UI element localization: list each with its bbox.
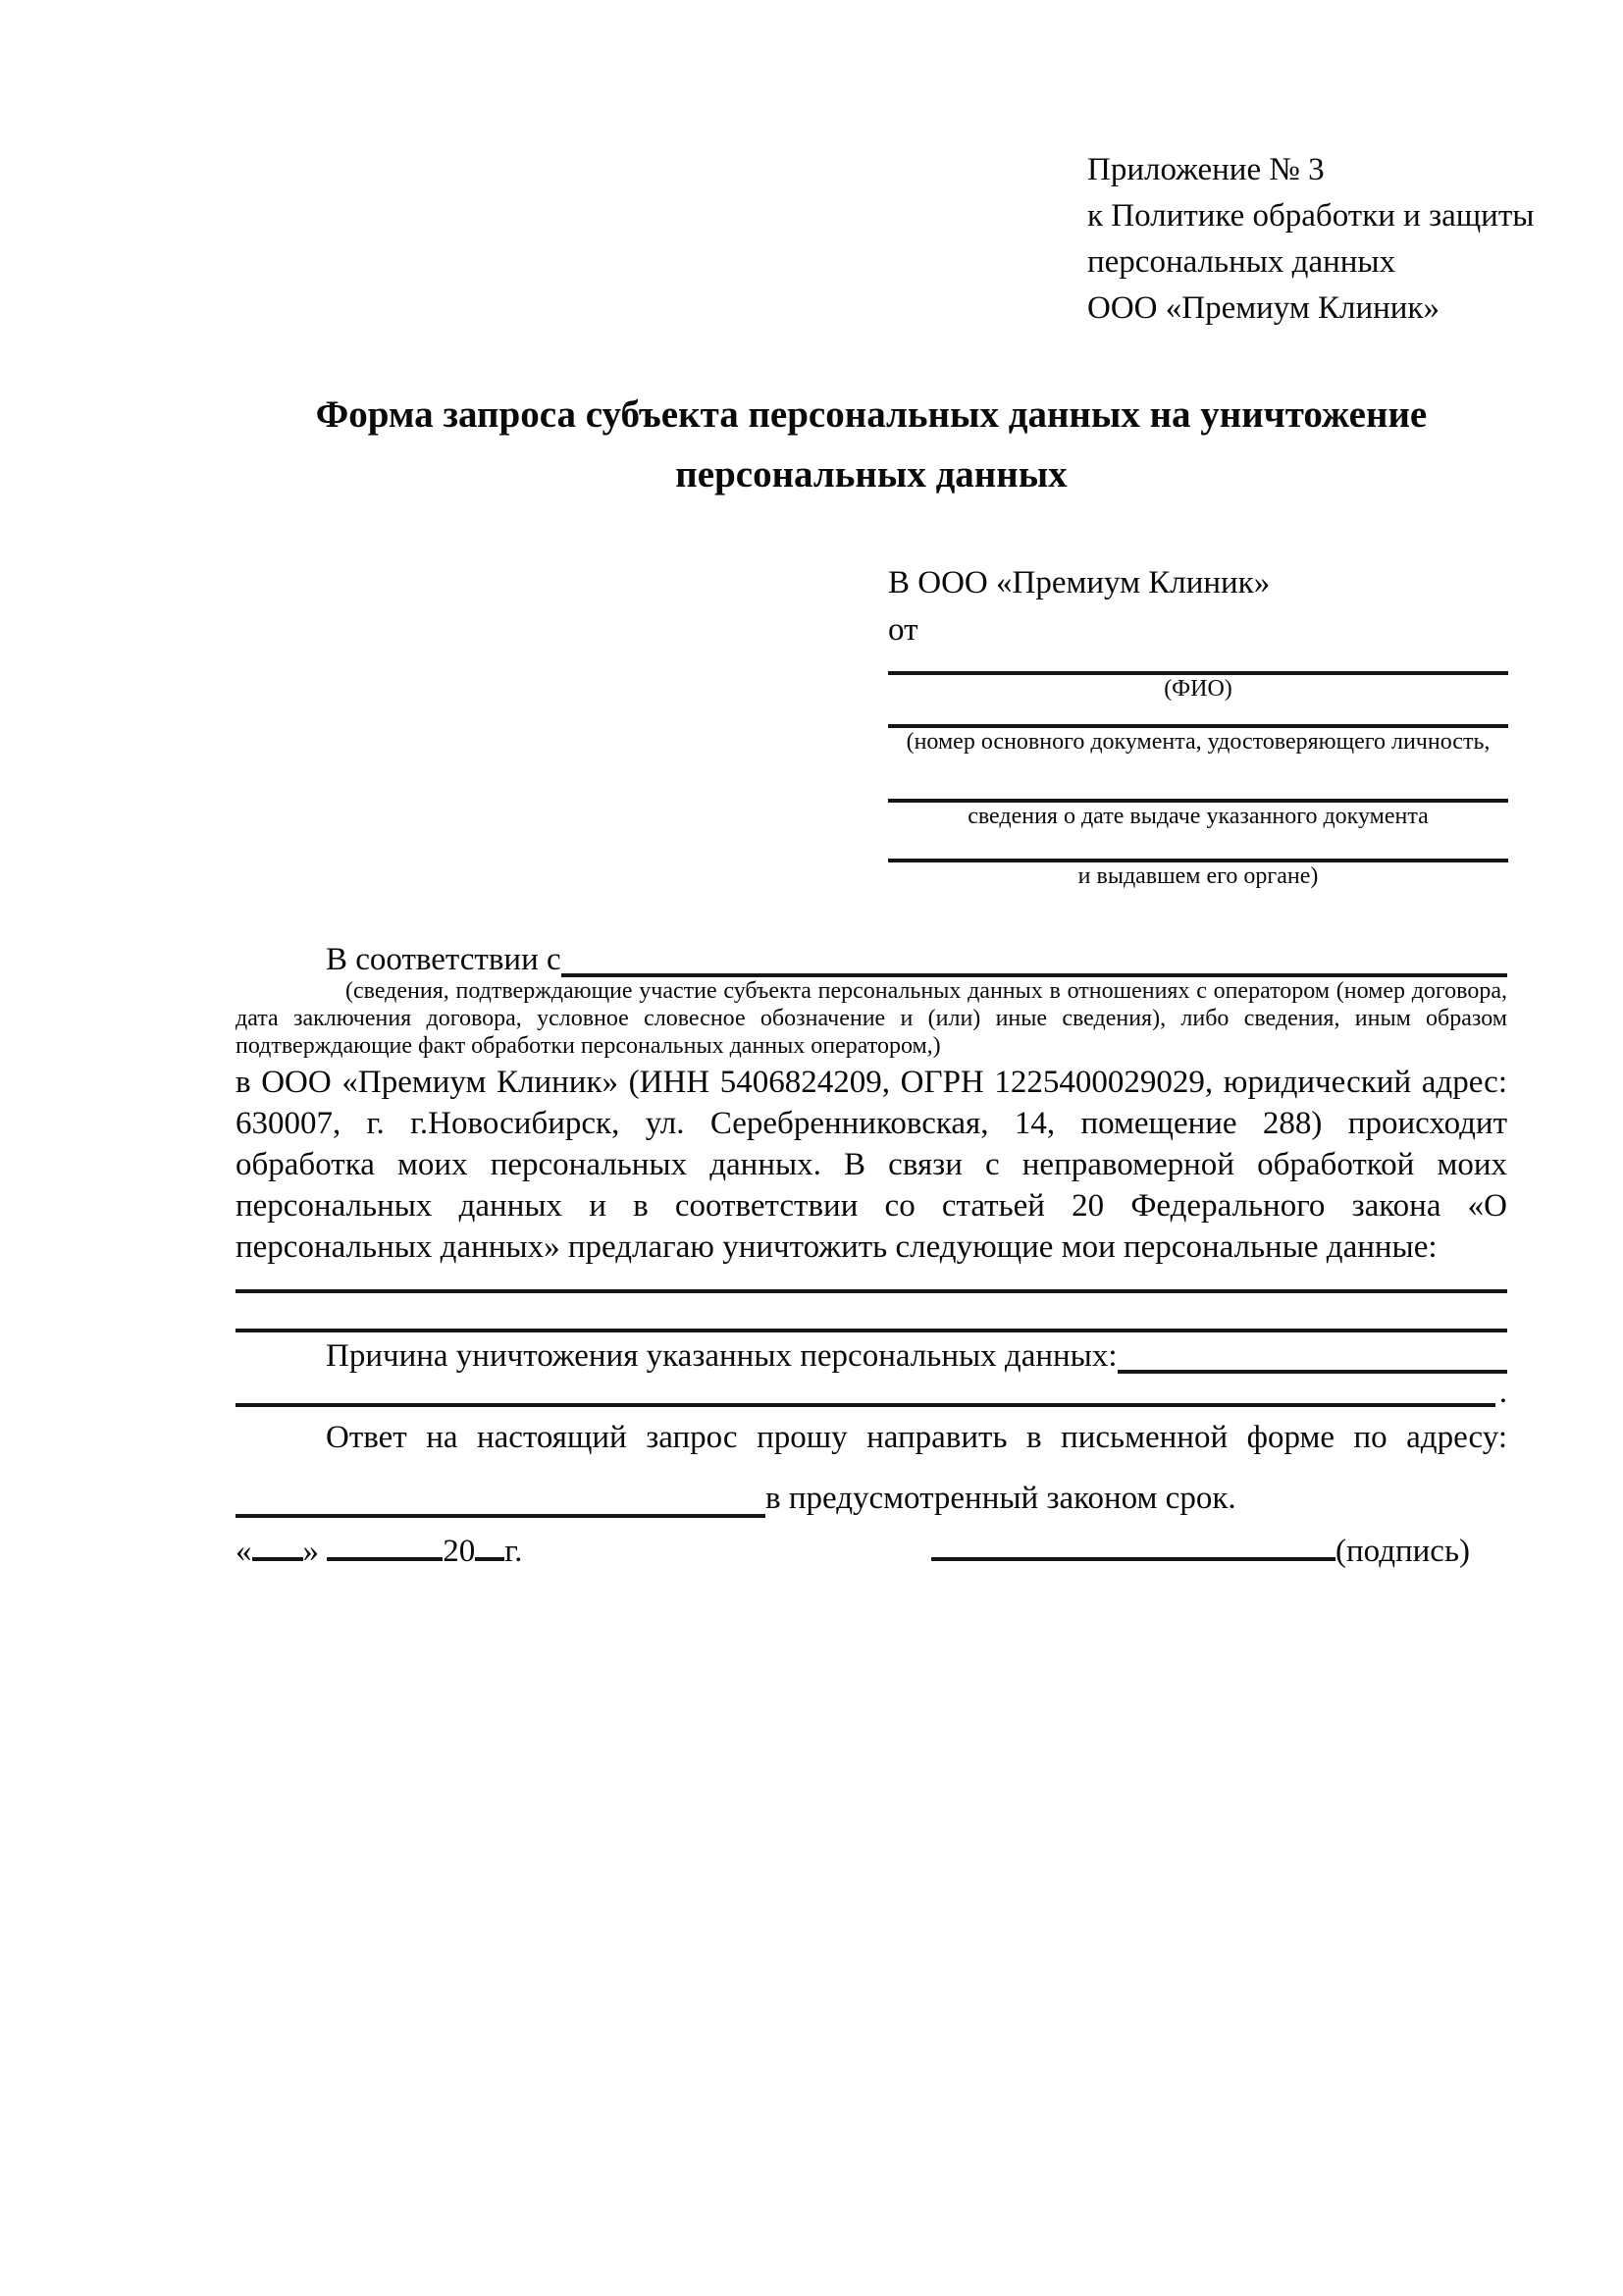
id-doc-caption-1: (номер основного документа, удостоверяющего личность,	[906, 729, 1491, 755]
date-line	[236, 1534, 522, 1570]
appendix-line-4: ООО «Премиум Клиник»	[1087, 290, 1440, 326]
document-title	[236, 385, 1507, 504]
data-fill-line-1	[236, 1268, 1507, 1293]
document-title-line-2: персональных данных	[675, 453, 1068, 496]
reason-row	[236, 1332, 1507, 1374]
date-day-fill-line	[252, 1553, 303, 1561]
date-year-prefix: 20	[443, 1534, 476, 1569]
appendix-line-2: к Политике обработки и защиты	[1087, 198, 1535, 234]
main-paragraph: в ООО «Премиум Клиник» (ИНН 5406824209, ОГРН 1225400029029, юридический адрес: 630007, г. г.Новосибирск, ул. Серебренниковская, 14, помещение 288) происходит обработка моих персональных данных. В связи с неправомерной обработкой моих персональных данных и в соответствии со статьей 20 Федерального закона «О персональных данных» предлагаю уничтожить следующие мои персональные данные:	[236, 1065, 1507, 1265]
date-year-fill-line	[475, 1553, 504, 1561]
id-doc-fill-line-3	[888, 830, 1508, 862]
date-close-quote: »	[302, 1534, 319, 1569]
id-doc-fill-line-1	[888, 703, 1508, 728]
accordance-row	[236, 940, 1507, 977]
document-title-line-1: Форма запроса субъекта персональных данных на уничтожение	[315, 393, 1428, 436]
fio-fill-line	[888, 653, 1508, 675]
response-paragraph-line-2: в предусмотренный законом срок.	[765, 1481, 1236, 1516]
date-year-suffix: г.	[504, 1534, 523, 1569]
reason-label: Причина уничтожения указанных персональных данных:	[326, 1338, 1118, 1374]
response-address-row	[236, 1460, 1507, 1518]
signature-fill-line	[931, 1553, 1335, 1561]
date-month-fill-line	[327, 1553, 443, 1561]
data-fill-line-2	[236, 1293, 1507, 1332]
appendix-line-1: Приложение № 3	[1087, 152, 1325, 187]
body-block	[236, 940, 1507, 1518]
id-doc-caption-3: и выдавшем его органе)	[1077, 863, 1319, 889]
signature-caption: (подпись)	[1335, 1534, 1470, 1569]
reason-line-period: .	[1498, 1375, 1507, 1410]
address-fill-line	[236, 1475, 765, 1518]
reason-continuation-fill-line	[236, 1403, 1495, 1407]
id-doc-fill-line-2	[888, 756, 1508, 803]
appendix-block	[1087, 147, 1535, 332]
date-open-quote: «	[236, 1534, 252, 1569]
id-doc-caption-2: сведения о дате выдаче указанного документа	[968, 804, 1429, 829]
addressee-block	[888, 559, 1508, 890]
response-paragraph-line-1: Ответ на настоящий запрос прошу направить в письменной форме по адресу:	[326, 1420, 1507, 1455]
accordance-label: В соответствии с	[326, 942, 561, 977]
reason-fill-line	[1118, 1370, 1507, 1374]
appendix-line-3: персональных данных	[1087, 244, 1396, 280]
accordance-note: (сведения, подтверждающие участие субъекта персональных данных в отношениях с оператором (номер договора, дата заключения договора, условное словесное обозначение и (или) иные сведения), либо сведения, иным образом подтверждающие факт обработки персональных данных оператором,)	[236, 978, 1507, 1059]
date-signature-row	[236, 1531, 1507, 1570]
addressee-to-line: В ООО «Премиум Клиник»	[888, 565, 1271, 600]
reason-continuation-row	[236, 1374, 1507, 1410]
addressee-from-label: от	[888, 612, 918, 648]
fio-caption: (ФИО)	[1164, 676, 1232, 702]
signature-group	[931, 1534, 1507, 1570]
